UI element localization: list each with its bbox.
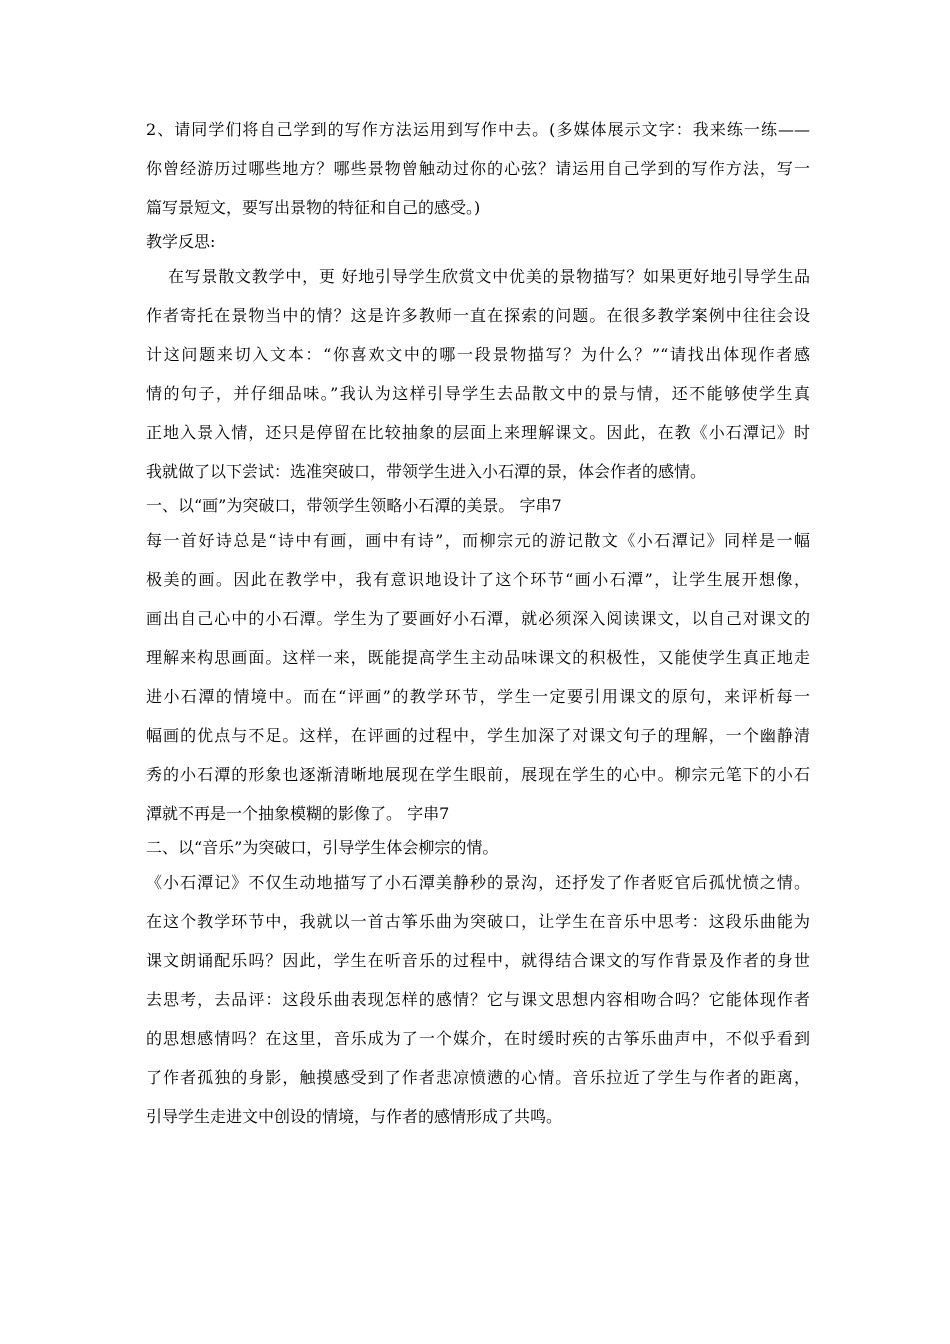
text-line: 幅画的优点与不足。这样，在评画的过程中，学生加深了对课文句子的理解，一个幽静清 <box>146 726 810 745</box>
text-line: 画出自己心中的小石潭。学生为了要画好小石潭，就必须深入阅读课文，以自己对课文的 <box>146 609 810 628</box>
text-line: 课文朗诵配乐吗？因此，学生在听音乐的过程中，就得结合课文的写作背景及作者的身世 <box>146 951 810 970</box>
text-line: 情的句子，并仔细品味。”我认为这样引导学生去品散文中的景与情，还不能够使学生真 <box>146 384 810 403</box>
text-line: 一、以“画”为突破口，带领学生领略小石潭的美景。 字串7 <box>146 496 562 515</box>
text-line: 作者寄托在景物当中的情？这是许多教师一直在探索的问题。在很多教学案例中往往会设 <box>146 306 810 325</box>
text-line: 引导学生走进文中创设的情境，与作者的感情形成了共鸣。 <box>146 1107 563 1126</box>
text-line: 了作者孤独的身影，触摸感受到了作者悲凉愤懑的心情。音乐拉近了学生与作者的距离， <box>146 1068 810 1087</box>
text-line: 理解来构思画面。这样一来，既能提高学生主动品味课文的积极性，又能使学生真正地走 <box>146 648 810 667</box>
text-line: 《小石潭记》不仅生动地描写了小石潭美静秒的景沟，还抒发了作者贬官后孤忧愤之情。 <box>146 873 810 892</box>
text-line: 进小石潭的情境中。而在“评画”的教学环节，学生一定要引用课文的原句，来评析每一 <box>146 687 810 706</box>
text-line: 二、以“音乐”为突破口，引导学生体会柳宗的情。 <box>146 838 499 857</box>
text-line: 我就做了以下尝试：选准突破口，带领学生进入小石潭的景，体会作者的感情。 <box>146 462 707 481</box>
text-line: 你曾经游历过哪些地方？哪些景物曾触动过你的心弦？请运用自己学到的写作方法，写一 <box>146 159 810 178</box>
text-line: 正地入景入情，还只是停留在比较抽象的层面上来理解课文。因此，在教《小石潭记》时 <box>146 423 810 442</box>
text-line: 秀的小石潭的形象也逐渐清晰地展现在学生眼前，展现在学生的心中。柳宗元笔下的小石 <box>146 765 810 784</box>
text-line: 潭就不再是一个抽象模糊的影像了。 字串7 <box>146 804 450 823</box>
text-line: 计这问题来切入文本：“你喜欢文中的哪一段景物描写？为什么？”“请找出体现作者感 <box>146 345 810 364</box>
document-body <box>146 110 810 1136</box>
text-line: 教学反思: <box>146 232 216 251</box>
text-line: 去思考，去品评：这段乐曲表现怎样的感情？它与课文思想内容相吻合吗？它能体现作者 <box>146 990 810 1009</box>
text-line: 在写景散文教学中，更 好地引导学生欣赏文中优美的景物描写？如果更好地引导学生品 <box>168 267 810 286</box>
text-line: 每一首好诗总是“诗中有画，画中有诗”，而柳宗元的游记散文《小石潭记》同样是一幅 <box>146 531 810 550</box>
text-line: 极美的画。因此在教学中，我有意识地设计了这个环节“画小石潭”，让学生展开想像， <box>146 570 810 589</box>
text-line: 篇写景短文，要写出景物的特征和自己的感受。) <box>146 198 481 217</box>
text-line: 2、请同学们将自己学到的写作方法运用到写作中去。(多媒体展示文字：我来练一练—— <box>146 120 810 139</box>
text-line: 在这个教学环节中，我就以一首古筝乐曲为突破口，让学生在音乐中思考：这段乐曲能为 <box>146 912 810 931</box>
text-line: 的思想感情吗？在这里，音乐成为了一个媒介，在时缓时疾的古筝乐曲声中，不似乎看到 <box>146 1029 810 1048</box>
